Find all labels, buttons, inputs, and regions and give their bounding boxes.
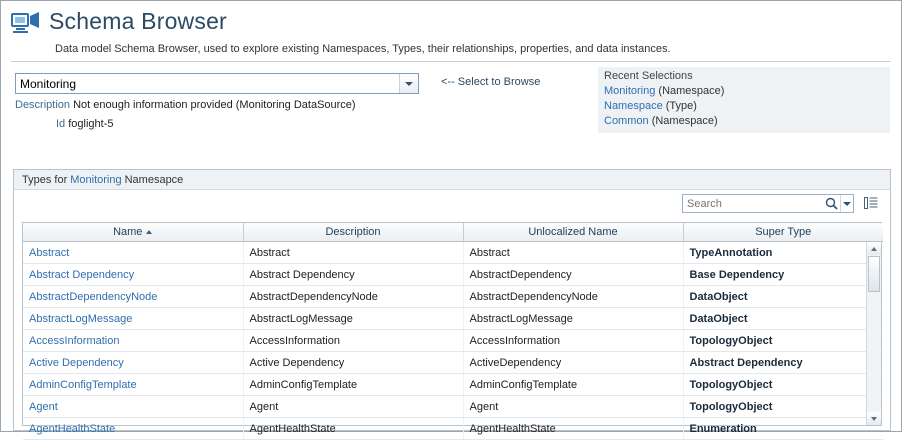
description-value: Not enough information provided (Monitoring DataSource) [73, 99, 356, 111]
cell-super-type[interactable]: Enumeration [683, 418, 883, 440]
table-vertical-scrollbar[interactable] [866, 242, 881, 425]
cell-name[interactable]: Abstract Dependency [23, 264, 243, 286]
types-panel-header-suffix: Namesapce [124, 173, 184, 186]
table-row[interactable] [23, 418, 883, 440]
cell-unlocalized-name: ActiveDependency [463, 352, 683, 374]
scroll-up-icon[interactable] [867, 242, 881, 255]
recent-selections-panel [598, 67, 890, 133]
types-panel-header [14, 170, 890, 190]
cell-unlocalized-name: AdminConfigTemplate [463, 374, 683, 396]
recent-selection-item[interactable] [604, 84, 884, 99]
recent-selection-kind: (Namespace) [658, 85, 725, 97]
namespace-select[interactable] [15, 73, 419, 94]
cell-description: AccessInformation [243, 330, 463, 352]
header-divider [11, 61, 891, 62]
cell-name[interactable]: Active Dependency [23, 352, 243, 374]
recent-selection-name: Monitoring [604, 85, 656, 97]
cell-description: Agent [243, 396, 463, 418]
column-header-super-type[interactable]: Super Type [683, 223, 883, 242]
cell-super-type[interactable]: TopologyObject [683, 396, 883, 418]
cell-super-type[interactable]: DataObject [683, 308, 883, 330]
table-row[interactable] [23, 264, 883, 286]
cell-unlocalized-name: AbstractDependency [463, 264, 683, 286]
cell-unlocalized-name: AccessInformation [463, 330, 683, 352]
scrollbar-thumb[interactable] [868, 256, 880, 292]
table-row[interactable] [23, 374, 883, 396]
cell-name[interactable]: AccessInformation [23, 330, 243, 352]
types-panel-header-namespace: Monitoring [70, 173, 122, 186]
search-dropdown-icon[interactable] [840, 195, 853, 212]
cell-name[interactable]: AgentHealthState [23, 418, 243, 440]
cell-name[interactable]: Abstract [23, 242, 243, 264]
recent-selections-title: Recent Selections [604, 70, 693, 82]
namespace-select-value: Monitoring [20, 76, 77, 91]
cell-super-type[interactable]: TopologyObject [683, 374, 883, 396]
table-row[interactable] [23, 330, 883, 352]
column-header-description[interactable]: Description [243, 223, 463, 242]
cell-name[interactable]: AdminConfigTemplate [23, 374, 243, 396]
search-input[interactable] [683, 197, 823, 211]
cell-description: Abstract [243, 242, 463, 264]
scroll-down-icon[interactable] [867, 412, 881, 425]
chevron-down-icon[interactable] [399, 74, 418, 93]
cell-super-type[interactable]: TypeAnnotation [683, 242, 883, 264]
page-subtitle: Data model Schema Browser, used to explore existing Namespaces, Types, their relationships, properties, and data instances. [55, 43, 671, 55]
column-header-name[interactable] [23, 223, 243, 242]
page-title: Schema Browser [49, 8, 227, 34]
table-header-row [23, 223, 883, 242]
cell-unlocalized-name: AbstractDependencyNode [463, 286, 683, 308]
cell-name[interactable]: AbstractDependencyNode [23, 286, 243, 308]
recent-selection-name: Common [604, 115, 649, 127]
magnifier-icon[interactable] [823, 197, 840, 210]
id-value: foglight-5 [68, 118, 114, 130]
grid-columns-icon[interactable] [862, 194, 880, 212]
id-label: Id [56, 118, 66, 130]
select-hint-label: <-- Select to Browse [441, 76, 541, 88]
column-header-unlocalized-name[interactable]: Unlocalized Name [463, 223, 683, 242]
table-row[interactable] [23, 396, 883, 418]
cell-super-type[interactable]: Abstract Dependency [683, 352, 883, 374]
types-panel [13, 169, 891, 435]
recent-selection-item[interactable] [604, 114, 884, 129]
cell-description: AdminConfigTemplate [243, 374, 463, 396]
sort-ascending-icon [146, 230, 152, 234]
schema-browser-icon [11, 11, 41, 37]
table-row[interactable] [23, 352, 883, 374]
cell-super-type[interactable]: TopologyObject [683, 330, 883, 352]
cell-unlocalized-name: Agent [463, 396, 683, 418]
title-row [11, 7, 891, 37]
recent-selection-item[interactable] [604, 99, 884, 114]
types-table [23, 223, 883, 440]
recent-selection-name: Namespace [604, 100, 663, 112]
selector-area [1, 63, 901, 135]
cell-description: AbstractLogMessage [243, 308, 463, 330]
cell-description: AgentHealthState [243, 418, 463, 440]
table-row[interactable] [23, 286, 883, 308]
recent-selection-kind: (Type) [665, 100, 697, 112]
cell-super-type[interactable]: DataObject [683, 286, 883, 308]
recent-selection-kind: (Namespace) [651, 115, 718, 127]
table-row[interactable] [23, 242, 883, 264]
search-box[interactable] [682, 194, 854, 213]
id-line [56, 118, 114, 130]
page-header [1, 1, 901, 63]
types-toolbar [14, 190, 890, 218]
cell-unlocalized-name: AbstractLogMessage [463, 308, 683, 330]
description-line [15, 99, 356, 111]
description-label: Description [15, 99, 71, 111]
types-table-container [22, 222, 882, 435]
cell-unlocalized-name: Abstract [463, 242, 683, 264]
cell-description: Abstract Dependency [243, 264, 463, 286]
cell-description: Active Dependency [243, 352, 463, 374]
cell-description: AbstractDependencyNode [243, 286, 463, 308]
cell-unlocalized-name: AgentHealthState [463, 418, 683, 440]
types-panel-header-prefix: Types for [22, 173, 68, 186]
table-row[interactable] [23, 308, 883, 330]
cell-name[interactable]: AbstractLogMessage [23, 308, 243, 330]
cell-name[interactable]: Agent [23, 396, 243, 418]
column-header-name-label: Name [113, 226, 143, 238]
cell-super-type[interactable]: Base Dependency [683, 264, 883, 286]
